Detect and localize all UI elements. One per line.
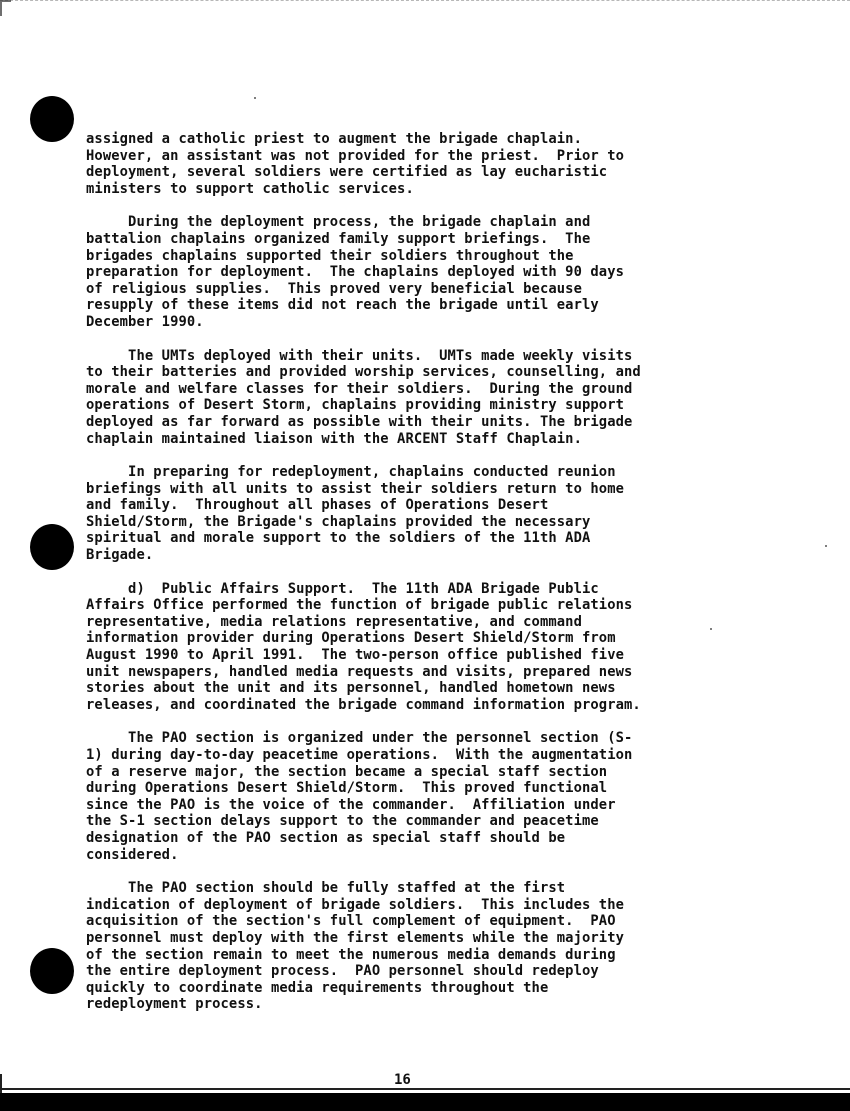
paragraph [86,348,754,448]
paragraph [86,581,754,714]
text-line: Brigade. [86,547,154,564]
text-line: indication of deployment of brigade soldiers. This includes the [86,896,625,913]
text-line: preparation for deployment. The chaplains deployed with 90 days [86,264,625,281]
text-line: assigned a catholic priest to augment the brigade chaplain. [86,131,582,147]
text-line: to their batteries and provided worship services, counselling, and [86,364,641,381]
text-line: stories about the unit and its personnel, handled hometown news [86,680,616,697]
text-line: Affairs Office performed the function of brigade public relations [86,597,633,614]
text-line: d) Public Affairs Support. The 11th ADA Brigade Public [86,580,599,597]
text-line: unit newspapers, handled media requests and visits, prepared news [86,663,633,680]
paragraph [86,464,754,564]
text-line: redeployment process. [86,996,263,1013]
text-line: However, an assistant was not provided for the priest. Prior to [86,147,625,164]
text-line: The PAO section is organized under the personnel section (S- [86,730,633,747]
text-line: resupply of these items did not reach the brigade until early [86,297,599,314]
text-line: releases, and coordinated the brigade command information program. [86,696,641,713]
scan-left-tick [0,1074,2,1094]
scan-corner-mark [0,0,11,16]
text-line: operations of Desert Storm, chaplains providing ministry support [86,397,625,414]
text-line: deployed as far forward as possible with their units. The brigade [86,413,633,430]
binder-hole-bottom [30,948,74,994]
text-line: considered. [86,846,179,863]
text-line: morale and welfare classes for their soldiers. During the ground [86,380,633,397]
text-line: December 1990. [86,313,204,330]
text-line: representative, media relations representative, and command [86,613,582,630]
text-line: 1) during day-to-day peacetime operations. With the augmentation [86,747,633,763]
text-line: The UMTs deployed with their units. UMTs made weekly visits [86,347,633,364]
text-line: during Operations Desert Shield/Storm. This proved functional [86,780,608,797]
text-line: brigades chaplains supported their soldiers throughout the [86,247,574,264]
text-line: spiritual and morale support to the soldiers of the 11th ADA [86,530,591,547]
text-line: designation of the PAO section as special staff should be [86,829,566,846]
text-line: battalion chaplains organized family support briefings. The [86,230,591,247]
binder-hole-top [30,96,74,142]
paragraph [86,131,754,197]
text-line: the entire deployment process. PAO personnel should redeploy [86,963,599,980]
text-line: of a reserve major, the section became a special staff section [86,763,608,780]
text-line: The PAO section should be fully staffed at the first [86,880,566,897]
paragraph [86,880,754,1013]
text-line: since the PAO is the voice of the commander. Affiliation under [86,796,616,813]
scan-speck [254,97,256,99]
text-line: In preparing for redeployment, chaplains conducted reunion [86,464,616,481]
scan-speck [825,545,827,547]
text-line: Shield/Storm, the Brigade's chaplains provided the necessary [86,513,591,530]
text-line: August 1990 to April 1991. The two-person office published five [86,647,625,664]
paragraph [86,730,754,863]
text-line: During the deployment process, the brigade chaplain and [86,214,591,231]
text-line: acquisition of the section's full complement of equipment. PAO [86,913,616,930]
paragraph [86,214,754,330]
text-line: of religious supplies. This proved very beneficial because [86,280,582,297]
text-line: the S-1 section delays support to the commander and peacetime [86,813,599,830]
text-line: quickly to coordinate media requirements throughout the [86,979,549,996]
text-line: information provider during Operations Desert Shield/Storm from [86,630,616,647]
text-line: briefings with all units to assist their soldiers return to home [86,480,625,497]
text-line: ministers to support catholic services. [86,180,414,197]
scan-bottom-rule [0,1088,850,1090]
scan-bottom-band [0,1093,850,1111]
text-line: chaplain maintained liaison with the ARCENT Staff Chaplain. [86,430,582,447]
text-line: personnel must deploy with the first elements while the majority [86,929,625,946]
text-line: and family. Throughout all phases of Operations Desert [86,497,549,514]
text-line: deployment, several soldiers were certified as lay eucharistic [86,164,608,181]
scan-top-edge [0,0,850,5]
text-line: of the section remain to meet the numerous media demands during [86,946,616,963]
binder-hole-middle [30,524,74,570]
document-body [86,131,754,1030]
page-number: 16 [394,1072,411,1088]
